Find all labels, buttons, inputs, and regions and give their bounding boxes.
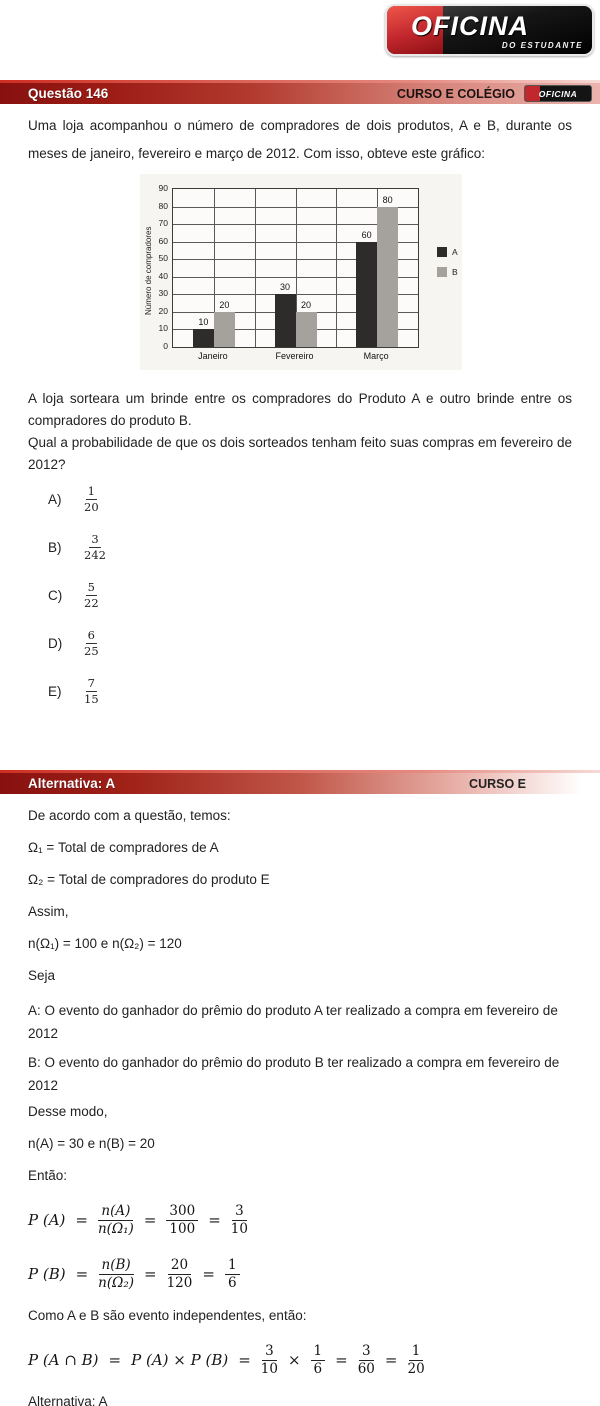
y-tick-label: 50 (158, 253, 168, 264)
option-letter: C) (48, 587, 63, 603)
formula-p-of-a (28, 1199, 572, 1241)
formula-lhs: P (B) (28, 1265, 66, 1283)
y-tick-label: 90 (158, 183, 168, 193)
y-tick-label: 80 (158, 200, 168, 211)
fraction-denominator: 6 (227, 1275, 237, 1291)
school-name: CURSO E COLÉGIO (396, 86, 515, 101)
equals-sign: = (335, 1351, 348, 1369)
y-tick-label: 10 (158, 323, 168, 334)
brand-logo-subtext: DO ESTUDANTE (501, 41, 583, 50)
answer-label: Alternativa: A (28, 776, 116, 791)
solution-line: B: O evento do ganhador do prêmio do produto B ter realizado a compra em fevereiro de 2012 (28, 1055, 560, 1093)
fraction-numerator: 1 (87, 484, 95, 499)
fraction-numerator: 7 (87, 676, 95, 691)
formula-p-of-b (28, 1253, 572, 1295)
fraction-denominator: 20 (407, 1361, 425, 1377)
question-bar (0, 80, 600, 104)
fraction-denominator: 25 (84, 643, 99, 658)
y-tick-label: 0 (163, 341, 168, 351)
solution-line: A: O evento do ganhador do prêmio do produto A ter realizado a compra em fevereiro de 2012 (28, 1003, 558, 1041)
option-fraction (84, 580, 99, 610)
solution-line: Como A e B são evento independentes, então: (28, 1308, 307, 1323)
fraction-denominator: 242 (84, 547, 106, 562)
brand-logo-text: OFICINA (411, 11, 529, 41)
fraction-numerator: 20 (168, 1257, 191, 1275)
fraction-denominator: 60 (357, 1361, 375, 1377)
legend-item-B (437, 267, 458, 277)
equals-sign: = (144, 1265, 157, 1283)
equals-sign: = (75, 1265, 89, 1283)
option-fraction (84, 484, 99, 514)
fraction-denominator: 10 (230, 1221, 248, 1237)
solution-line: n(Ω₁) = 100 e n(Ω₂) = 120 (28, 936, 182, 951)
chart-legend (437, 247, 458, 287)
brand-mini-logo-red-panel (525, 86, 540, 101)
legend-swatch (437, 267, 447, 277)
formula-p-intersection (28, 1339, 572, 1381)
equals-sign: = (75, 1211, 88, 1229)
chart-y-axis-label: Número de compradores (144, 226, 153, 315)
gridline (336, 189, 337, 347)
option-e (48, 676, 600, 706)
fraction-denominator: 15 (84, 691, 99, 706)
fraction-denominator: 120 (166, 1275, 193, 1291)
fraction (358, 1343, 375, 1377)
formula-lhs: P (A) (28, 1211, 66, 1229)
legend-label: A (452, 247, 458, 257)
fraction-numerator: 3 (91, 532, 99, 547)
fraction (311, 1343, 326, 1377)
fraction-numerator: 6 (87, 628, 95, 643)
solution-answer: Alternativa: A (28, 1394, 108, 1406)
equals-sign: = (208, 1211, 221, 1229)
option-b (48, 532, 600, 562)
option-c (48, 580, 600, 610)
solution-line: Seja (28, 968, 56, 983)
bar-B-março (377, 207, 398, 347)
bar-value-label: 10 (198, 317, 209, 328)
fraction-numerator: 1 (311, 1343, 326, 1361)
solution-line: Ω₁ = Total de compradores de A (28, 840, 219, 855)
solution-line: n(A) = 30 e n(B) = 20 (28, 1136, 155, 1151)
option-a (48, 484, 600, 514)
legend-label: B (452, 267, 458, 277)
brand-mini-logo (524, 85, 592, 102)
fraction (231, 1203, 248, 1237)
fraction-denominator: n(Ω₂) (98, 1275, 135, 1291)
x-tick-label: Fevereiro (275, 351, 314, 361)
fraction-denominator: 6 (313, 1361, 323, 1377)
fraction-denominator: n(Ω₁) (97, 1221, 134, 1237)
option-letter: B) (48, 539, 62, 555)
answer-bar (0, 770, 600, 794)
fraction-numerator: 3 (232, 1203, 247, 1221)
legend-swatch (437, 247, 447, 257)
question-body (28, 388, 572, 476)
fraction-numerator: 5 (87, 580, 95, 595)
question-intro: Uma loja acompanhou o número de compradores de dois produtos, A e B, durante os meses de janeiro, fevereiro e março de 2012. Com isso, obteve este gráfico: (28, 118, 572, 161)
option-letter: D) (48, 635, 63, 651)
x-tick-label: Março (363, 351, 389, 361)
header (0, 0, 600, 58)
question-number: Questão 146 (28, 86, 109, 101)
equals-sign: = (108, 1351, 122, 1369)
option-d (48, 628, 600, 658)
legend-item-A (437, 247, 458, 257)
answer-bar-right-label: CURSO E (469, 776, 526, 791)
bar-A-fevereiro (275, 294, 296, 347)
y-tick-label: 40 (158, 270, 168, 281)
fraction-denominator: 20 (84, 499, 99, 514)
x-tick-label: Janeiro (198, 351, 228, 361)
option-letter: E) (48, 683, 62, 699)
option-fraction (84, 628, 99, 658)
equals-sign: = (143, 1211, 157, 1229)
gridline (255, 189, 256, 347)
y-tick-label: 20 (158, 305, 168, 316)
fraction (261, 1343, 278, 1377)
fraction (167, 1257, 193, 1291)
option-fraction (84, 532, 106, 562)
brand-mini-logo-text: OFICINA (538, 88, 578, 99)
bar-chart (140, 174, 462, 370)
bar-value-label: 60 (361, 229, 372, 240)
solution-line: De acordo com a questão, temos: (28, 808, 231, 823)
bar-A-março (356, 242, 377, 347)
solution (28, 807, 572, 1406)
question-body-line-2: Qual a probabilidade de que os dois sorteados tenham feito suas compras em fevereiro de 2012? (28, 435, 572, 472)
solution-line: Assim, (28, 904, 69, 919)
fraction-numerator: 3 (359, 1343, 374, 1361)
bar-value-label: 30 (279, 282, 290, 293)
chart-plot-area (172, 188, 419, 348)
chart-x-labels (172, 351, 417, 365)
fraction-denominator: 22 (84, 595, 99, 610)
bar-value-label: 20 (219, 299, 230, 310)
brand-logo (385, 4, 594, 56)
question-bar-right (397, 85, 592, 102)
bar-B-fevereiro (296, 312, 317, 347)
fraction-numerator: 3 (262, 1343, 277, 1361)
bar-A-janeiro (193, 329, 214, 347)
fraction-numerator: n(A) (98, 1203, 133, 1221)
option-letter: A) (48, 491, 62, 507)
fraction (225, 1257, 240, 1291)
option-fraction (84, 676, 99, 706)
fraction-numerator: n(B) (99, 1257, 134, 1275)
equals-sign: = (202, 1265, 215, 1283)
solution-line: Então: (28, 1168, 68, 1183)
multiplication-sign: × (287, 1351, 301, 1369)
fraction-denominator: 100 (169, 1221, 196, 1237)
fraction-denominator: 10 (260, 1361, 278, 1377)
fraction-numerator: 1 (225, 1257, 240, 1275)
formula-mid: P (A) × P (B) (131, 1351, 229, 1369)
fraction-numerator: 1 (409, 1343, 424, 1361)
fraction (98, 1203, 134, 1237)
bar-value-label: 80 (382, 194, 393, 205)
formula-lhs: P (A ∩ B) (28, 1351, 99, 1369)
y-tick-label: 60 (158, 235, 168, 246)
y-tick-label: 30 (158, 288, 168, 299)
options-list (48, 484, 600, 706)
fraction (166, 1203, 198, 1237)
question-body-line-1: A loja sorteara um brinde entre os compradores do Produto A e outro brinde entre os compradores do produto B. (28, 391, 572, 428)
fraction-numerator: 300 (166, 1203, 198, 1221)
fraction (407, 1343, 424, 1377)
fraction (98, 1257, 134, 1291)
solution-line: Desse modo, (28, 1104, 108, 1119)
solution-line: Ω₂ = Total de compradores do produto E (28, 872, 270, 887)
equals-sign: = (384, 1351, 398, 1369)
bar-value-label: 20 (300, 299, 311, 310)
equals-sign: = (238, 1351, 251, 1369)
bar-B-janeiro (214, 312, 235, 347)
y-tick-label: 70 (158, 218, 168, 229)
